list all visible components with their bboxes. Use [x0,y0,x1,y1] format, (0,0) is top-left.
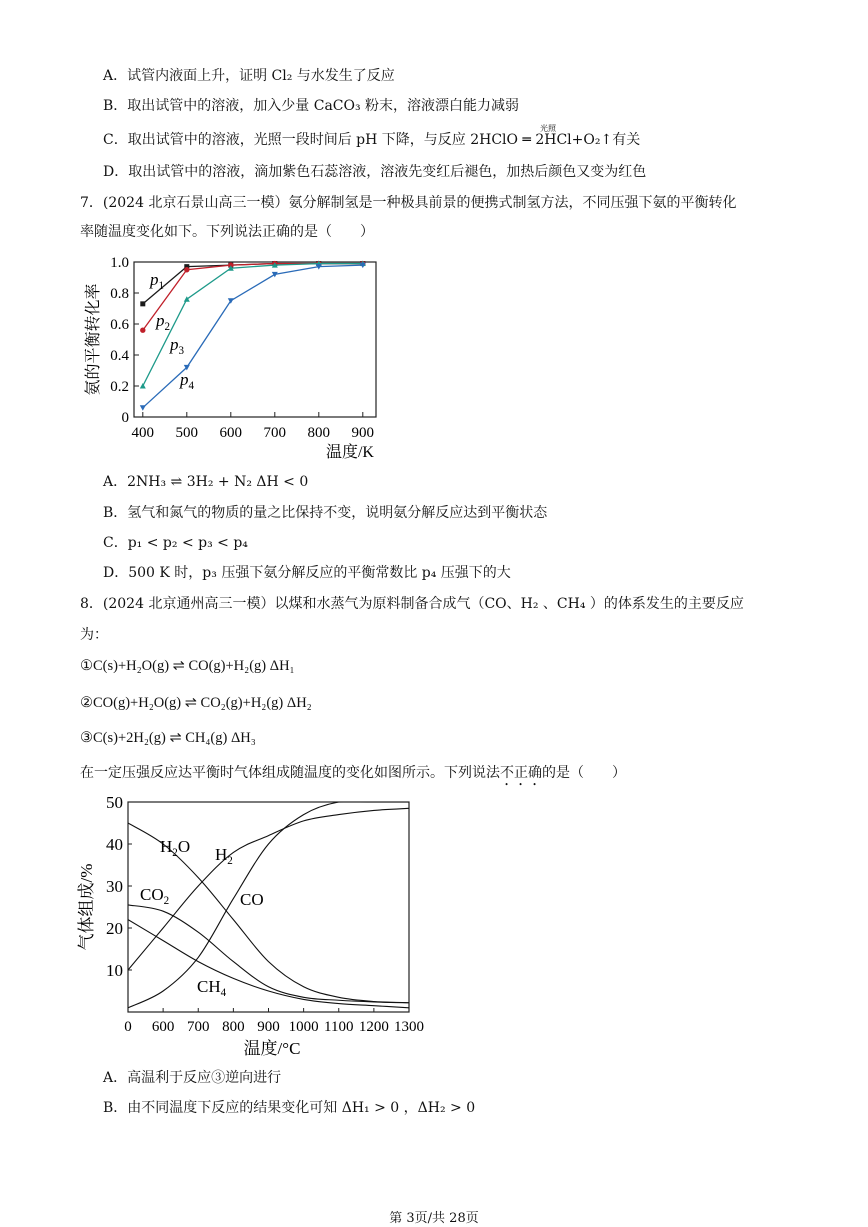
y-tick-label: 0.8 [110,286,129,302]
q8-stem-line3 [80,763,626,789]
q6-option-a: A．试管内液面上升，证明 Cl₂ 与水发生了反应 [103,68,395,84]
series-label-p4: $p_4$ [180,370,195,392]
q6-option-c-text: C．取出试管中的溶液，光照一段时间后 pH 下降，与反应 2HClO ═ 2HCl+O₂↑有关 [103,132,641,148]
q8-stem-line3-pre: 在一定压强反应达平衡时气体组成随温度的变化如图所示。下列说法 [80,765,500,781]
series-label-H2O: $H_2O$ [160,837,191,859]
y-axis-label: 气体组成/% [77,863,96,951]
q7-option-b: B．氢气和氮气的物质的量之比保持不变，说明氨分解反应达到平衡状态 [103,505,548,521]
x-axis-label: 温度/K [325,444,375,461]
x-tick-label: 600 [219,425,243,441]
series-line-CH4 [128,920,409,1008]
series-label-p3: $p_3$ [170,335,185,357]
q6-option-c [103,130,640,150]
series-label-p1: $p_1$ [150,270,165,292]
q8-stem-line2: 为： [80,627,108,643]
q8-reaction-2: ②CO(g)+H₂O(g) ⇌ CO₂(g)+H₂(g) ΔH₂ [80,695,312,711]
x-tick-label: 1000 [288,1019,319,1035]
series-line-H2 [128,808,409,970]
series-label-H2: $H_2$ [215,845,233,867]
q8-stem-line1: 8．(2024 北京通州高三一模）以煤和水蒸气为原料制备合成气（CO、H₂ 、CH₄ ）的体系发生的主要反应 [80,596,744,612]
y-tick-label: 1.0 [110,255,129,271]
gas-composition-chart [72,790,442,1065]
q8-option-b: B．由不同温度下反应的结果变化可知 ΔH₁ > 0 ，ΔH₂ > 0 [103,1100,476,1116]
q8-option-a: A．高温利于反应③逆向进行 [103,1070,282,1086]
q8-stem-emphasis: 不正确 [500,765,542,781]
y-tick-label: 0.4 [110,348,129,364]
y-tick-label: 0.2 [110,379,129,395]
x-tick-label: 800 [307,425,331,441]
x-tick-label: 1100 [324,1019,354,1035]
q6-option-b: B．取出试管中的溶液，加入少量 CaCO₃ 粉末，溶液漂白能力减弱 [103,98,520,114]
page-footer: 第 3页/共 28页 [389,1211,479,1226]
marker-p1 [140,301,145,306]
q8-stem-line3-post: 的是（ ） [542,765,626,781]
x-tick-label: 400 [131,425,155,441]
y-tick-label: 40 [106,835,123,854]
plot-frame [128,802,409,1012]
series-line-p1 [143,264,363,304]
series-label-CO2: $CO_2$ [140,885,170,907]
q7-option-c: C．p₁ < p₂ < p₃ < p₄ [103,535,248,551]
x-tick-label: 800 [222,1019,245,1035]
marker-p3 [140,383,146,389]
series-label-CH4: $CH_4$ [197,977,227,999]
x-tick-label: 700 [263,425,287,441]
x-tick-label: 900 [257,1019,280,1035]
y-tick-label: 20 [106,919,123,938]
q7-stem-line1: 7．(2024 北京石景山高三一模）氨分解制氢是一种极具前景的便携式制氢方法，不同压强下氨的平衡转化 [80,195,737,211]
marker-p2 [140,328,145,333]
y-tick-label: 10 [106,961,123,980]
light-condition-label: 光照 [540,124,556,133]
x-tick-label: 1200 [358,1019,389,1035]
y-tick-label: 0 [121,410,129,426]
series-line-CO [128,801,409,1008]
y-tick-label: 0.6 [110,317,129,333]
x-tick-label: 600 [151,1019,175,1035]
x-tick-label: 900 [351,425,375,441]
ammonia-conversion-chart [78,250,398,465]
series-line-p3 [143,264,363,386]
marker-p2 [184,267,189,272]
marker-p4 [140,405,146,411]
y-axis-label: 氨的平衡转化率 [85,283,102,396]
x-tick-label: 1300 [394,1019,424,1035]
x-tick-label: 500 [175,425,199,441]
q8-reaction-3: ③C(s)+2H₂(g) ⇌ CH₄(g) ΔH₃ [80,730,256,746]
series-label-p2: $p_2$ [156,311,171,333]
q8-reaction-1: ①C(s)+H₂O(g) ⇌ CO(g)+H₂(g) ΔH₁ [80,658,295,674]
x-tick-label: 700 [187,1019,210,1035]
q7-option-d: D．500 K 时，p₃ 压强下氨分解反应的平衡常数比 p₄ 压强下的大 [103,565,511,581]
x-tick-label: 0 [124,1019,132,1035]
q6-option-d: D．取出试管中的溶液，滴加紫色石蕊溶液，溶液先变红后褪色，加热后颜色又变为红色 [103,164,647,180]
series-label-CO: CO [240,890,264,909]
y-tick-label: 30 [106,877,123,896]
y-tick-label: 50 [106,793,123,812]
q7-stem-line2: 率随温度变化如下。下列说法正确的是（ ） [80,224,374,240]
x-axis-label: 温度/°C [243,1039,301,1058]
q7-option-a: A．2NH₃ ⇌ 3H₂ + N₂ ΔH < 0 [103,474,309,490]
